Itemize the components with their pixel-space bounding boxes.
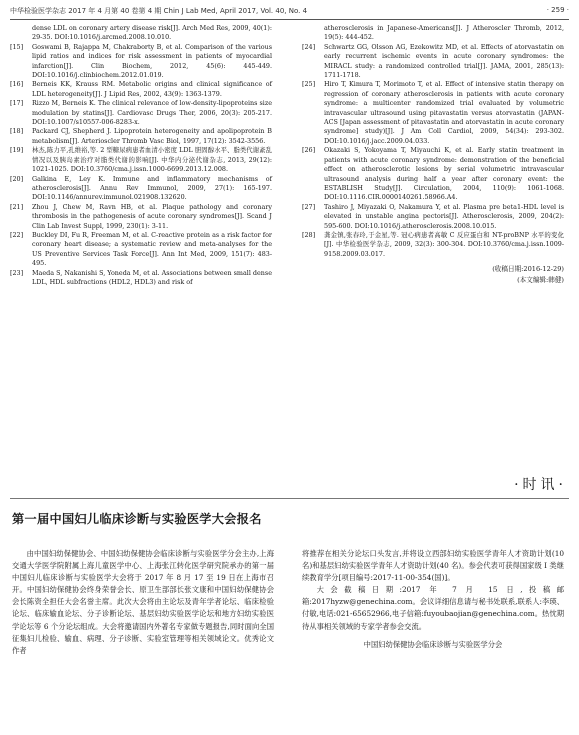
reference-number: [23]	[10, 268, 24, 277]
reference-number: [28]	[302, 230, 316, 239]
reference-number: [24]	[302, 42, 316, 51]
reference-number: [22]	[10, 230, 24, 239]
reference-text: Hiro T, Kimura T, Morimoto T, et al. Effect of intensive statin therapy on regression of coronary atherosclerosis in patients with acute coronary syndrome: a multicenter randomized trial evaluated by volumetric intravascular ultrasound using pitavastatin versus atorvastatin (JAPAN-ACS [Japan assessment of pitavastatin and atorvastatin in acute coronary syndrome] study)[J]. J Am Coll Cardiol, 2009, 54(34): 293-302. DOI:10.1016/j.jacc.2009.04.033.	[324, 80, 564, 145]
page-number: · 259 ·	[546, 6, 569, 14]
reference-item	[10, 175, 272, 203]
article-body-left	[12, 548, 274, 657]
article-signature: 中国妇幼保健协会临床诊断与实验医学分会	[363, 639, 503, 649]
header-rule	[10, 19, 569, 20]
reference-text: Goswami B, Rajappa M, Chakraborty B, et al. Comparison of the various lipid ratios and indices for risk assessment in patients of myocardial infarction[J]. Clin Biochem, 2012, 45(6): 445-449. DOI:10.1016/j.clinbiochem.2012.01.019.	[32, 42, 272, 80]
reference-item	[10, 80, 272, 99]
article-paragraph: 大会截稿日期:2017 年 7 月 15 日,投稿邮箱:2017hyzw@genechina.com。会议详细信息请与秘书处联系,联系人:李瑛、付敏,电话:021-65652966,电子信箱:fuyoubaojian@genechina.com。热忱期待从事相关领域的专家学者参会交流。	[302, 585, 564, 631]
reference-number: [27]	[302, 202, 316, 211]
reference-number: [21]	[10, 202, 24, 211]
reference-item	[10, 203, 272, 231]
reference-text: Packard CJ, Shepherd J. Lipoprotein heterogeneity and apolipoprotein B metabolism[J]. Arterioscler Thromb Vasc Biol, 1997, 17(12): 3542-3556.	[32, 127, 272, 145]
reference-text: Okazaki S, Yokoyama T, Miyauchi K, et al. Early statin treatment in patients with acute coronary syndrome: demonstration of the beneficial effect on atherosclerotic lesions by serial volumetric intravascular ultrasound analysis during half a year after coronary event: the ESTABLISH Study[J]. Circulation, 2004, 110(9): 1061-1068. DOI:10.1116.CIR.0000140261.58966.A4.	[324, 146, 564, 202]
reference-item	[302, 80, 564, 146]
running-header-journal: 中华检验医学杂志 2017 年 4 月第 40 卷第 4 期 Chin J Lab Med, April 2017, Vol. 40, No. 4	[10, 7, 308, 15]
reference-text: Schwartz GG, Olsson AG, Ezekowitz MD, et al. Effects of atorvastatin on early recurrent ischemic events in acute coronary syndromes: the MIRACL study: a randomized controlled trial[J]. JAMA, 2001, 285(13): 1711-1718.	[324, 42, 564, 80]
reference-text: Zhou J, Chew M, Ravn HB, et al. Plaque pathology and coronary thrombosis in the pathogenesis of acute coronary syndromes[J]. Scand J Clin Lab Invest Suppl, 1999, 230(1): 3-11.	[32, 202, 272, 230]
reference-column-right	[302, 24, 564, 285]
reference-number: [17]	[10, 99, 24, 108]
reference-number: [18]	[10, 127, 24, 136]
reference-item	[302, 43, 564, 81]
article-paragraph: 将推荐在相关分论坛口头发言,并将设立西部妇幼实验医学青年人才资助计划(10 名)和基层妇幼实验医学青年人才资助计划(40 名)。参会代表可获得国家级 I 类继续教育学分[项目编号:2017-11-00-354(国)]。	[302, 549, 564, 583]
reference-item	[10, 99, 272, 127]
reference-item	[10, 231, 272, 269]
reference-item	[10, 43, 272, 81]
reference-number: [20]	[10, 174, 24, 183]
reference-number: [19]	[10, 146, 24, 155]
reference-number: [26]	[302, 146, 316, 155]
news-section-title: ·时讯·	[514, 477, 567, 493]
reference-text: Galkina E, Ley K. Immune and inflammatory mechanisms of atherosclerosis[J]. Annu Rev Immunol, 2009, 27(1): 165-197. DOI:10.1146/annurev.immunol.021908.132620.	[32, 174, 272, 202]
reference-text: Maeda S, Nakanishi S, Yoneda M, et al. Associations between small dense LDL, HDL subfractions (HDL2, HDL3) and risk of	[32, 268, 272, 286]
reference-text: Tashiro J, Miyazaki O, Nakamura Y, et al. Plasma pre beta1-HDL level is elevated in unstable angina pectoris[J]. Atherosclerosis, 2009, 204(2): 595-600. DOI:10.1016/j.atherosclerosis.2008.10.015.	[324, 202, 564, 230]
reference-item	[10, 269, 272, 288]
reference-column-left	[10, 24, 272, 287]
reference-item	[302, 231, 564, 259]
reference-number: [16]	[10, 80, 24, 89]
reference-number: [15]	[10, 42, 24, 51]
reference-number: [25]	[302, 80, 316, 89]
reference-text: Berneis KK, Krauss RM. Metabolic origins and clinical significance of LDL heterogeneity[J]. J Lipid Res, 2002, 43(9): 1363-1379.	[32, 80, 272, 98]
article-body-right	[302, 548, 564, 651]
reference-item	[302, 203, 564, 231]
reference-text: Rizzo M, Berneis K. The clinical relevance of low-density-lipoproteins size modulation by statins[J]. Cardiovasc Drugs Ther, 2006, 20(3): 205-217. DOI:10.1007/s10557-006-8283-x.	[32, 99, 272, 127]
reference-text: Buckley DI, Fu R, Freeman M, et al. C-reactive protein as a risk factor for coronary heart disease; a systematic review and meta-analyses for the US Preventive Services Task Force[J]. Ann Int Med, 2009, 151(7): 483-495.	[32, 230, 272, 268]
reference-item	[302, 146, 564, 202]
editor-note: (本文编辑:韩健)	[517, 275, 564, 284]
section-rule	[10, 498, 569, 499]
article-paragraph: 由中国妇幼保健协会、中国妇幼保健协会临床诊断与实验医学分会主办,上海交通大学医学院附属上海儿童医学中心、上海张江转化医学研究院承办的第一届中国妇儿临床诊断与实验医学大会将于 2017 年 8 月 17 至 19 日在上海市召开。中国妇幼保健协会终身荣誉会长、原卫生部部长张文康和中国妇幼保健协会会长陈资全担任大会名誉主席。此次大会将由主论坛及青年学者论坛、临床检验论坛、临床输血论坛、分子诊断论坛、基层妇幼实验医学论坛和地方妇幼实验医学论坛等 6 个分论坛组成。大会将邀请国内外著名专家做专题报告,同时面向全国征集妇儿检验、输血、病理、分子诊断、实验室管理等相关领域论文。优秀论文作者	[12, 549, 274, 655]
reference-text: 龚金镇,张春玲,于金星,等. 冠心病患者高敏 C 反应蛋白和 NT-proBNP 水平的变化[J]. 中华检验医学杂志, 2009, 32(3): 300-304. DOI:10.3760/cma.j.issn.1009-9158.2009.03.017.	[324, 230, 564, 258]
article-title: 第一届中国妇儿临床诊断与实验医学大会报名	[12, 512, 262, 526]
received-date: (收稿日期:2016-12-29)	[492, 265, 564, 274]
reference-item	[10, 127, 272, 146]
running-header	[10, 6, 569, 18]
reference-item: dense LDL on coronary artery disease risk[J]. Arch Med Res, 2009, 40(1): 29-35. DOI:10.1016/j.arcmed.2008.10.010.	[32, 24, 272, 42]
reference-item: atherosclerosis in Japanese-Americans[J]. J Atheroscler Thromb, 2012, 19(5): 444-452.	[324, 24, 564, 42]
reference-item	[10, 146, 272, 174]
reference-text: 林杰,陈力平,孔维裕,等. 2 型糖尿病患者血清小密度 LDL 胆固醇水平、脂类代谢紊乱情况以及胰岛素治疗对脂类代谢的影响[J]. 中华内分泌代谢杂志, 2013, 29(12): 1021-1025. DOI:10.3760/cma.j.issn.1000-6699.2013.12.008.	[32, 146, 272, 174]
